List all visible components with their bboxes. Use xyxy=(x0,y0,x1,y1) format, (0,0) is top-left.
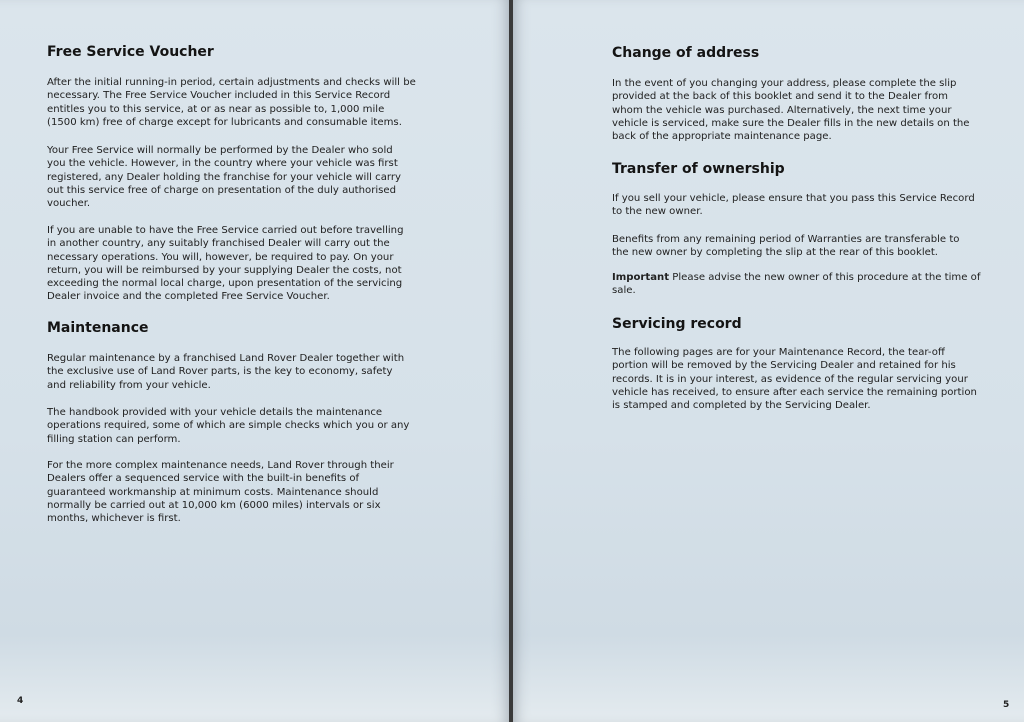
servicing-record-heading: Servicing record xyxy=(612,316,742,332)
change-of-address-heading: Change of address xyxy=(612,45,760,61)
page-number-right: 5 xyxy=(1003,700,1010,710)
important-label: Important xyxy=(612,272,670,283)
change-of-address-paragraph: In the event of you changing your address, please complete the slip provided at the back of this booklet and send it to the Dealer from whom the vehicle was purchased. Alternatively, the next time your vehicle is serviced, make sure the Dealer fills in the new details on the back of the appropriate maintenance page. xyxy=(612,78,970,143)
free-service-paragraph-1: After the initial running-in period, certain adjustments and checks will be necessary. The Free Service Voucher included in this Service Record entitles you to this service, at or as near as possible to, 1,000 mile (1500 km) free of charge except for lubricants and consumable items. xyxy=(47,77,416,128)
right-page xyxy=(513,0,1024,722)
servicing-record-paragraph: The following pages are for your Maintenance Record, the tear-off portion will be removed by the Servicing Dealer and retained for his records. It is in your interest, as evidence of the regular servicing your vehicle has received, to ensure after each service the remaining portion is stamped and completed by the Servicing Dealer. xyxy=(612,347,977,412)
free-service-paragraph-2: Your Free Service will normally be performed by the Dealer who sold you the vehicle. However, in the country where your vehicle was first registered, any Dealer holding the franchise for your vehicle will carry out this service free of charge on presentation of the duly authorised voucher. xyxy=(47,145,401,210)
maintenance-heading: Maintenance xyxy=(47,320,149,336)
page-number-left: 4 xyxy=(17,696,24,706)
maintenance-paragraph-1: Regular maintenance by a franchised Land Rover Dealer together with the exclusive use of Land Rover parts, is the key to economy, safety and reliability from your vehicle. xyxy=(47,353,405,391)
transfer-paragraph-2: Benefits from any remaining period of Warranties are transferable to the new owner by completing the slip at the rear of this booklet. xyxy=(612,234,960,259)
maintenance-paragraph-2: The handbook provided with your vehicle details the maintenance operations required, some of which are simple checks which you or any filling station can perform. xyxy=(47,407,410,445)
transfer-of-ownership-heading: Transfer of ownership xyxy=(612,161,785,177)
free-service-paragraph-3: If you are unable to have the Free Service carried out before travelling in another country, any suitably franchised Dealer will carry out the necessary operations. You will, however, be required to pay. On your return, you will be reimbursed by your supplying Dealer the costs, not exceeding the normal local charge, upon presentation of the servicing Dealer invoice and the completed Free Service Voucher. xyxy=(47,225,404,303)
free-service-voucher-heading: Free Service Voucher xyxy=(47,44,214,60)
transfer-paragraph-1: If you sell your vehicle, please ensure that you pass this Service Record to the new owner. xyxy=(612,193,975,218)
left-page xyxy=(0,0,509,722)
important-text: Please advise the new owner of this procedure at the time of sale. xyxy=(612,272,981,297)
maintenance-paragraph-3: For the more complex maintenance needs, Land Rover through their Dealers offer a sequenced service with the built-in benefits of guaranteed workmanship at minimum costs. Maintenance should normally be carried out at 10,000 km (6000 miles) intervals or six months, whichever is first. xyxy=(47,460,394,525)
transfer-paragraph-3 xyxy=(612,271,984,298)
